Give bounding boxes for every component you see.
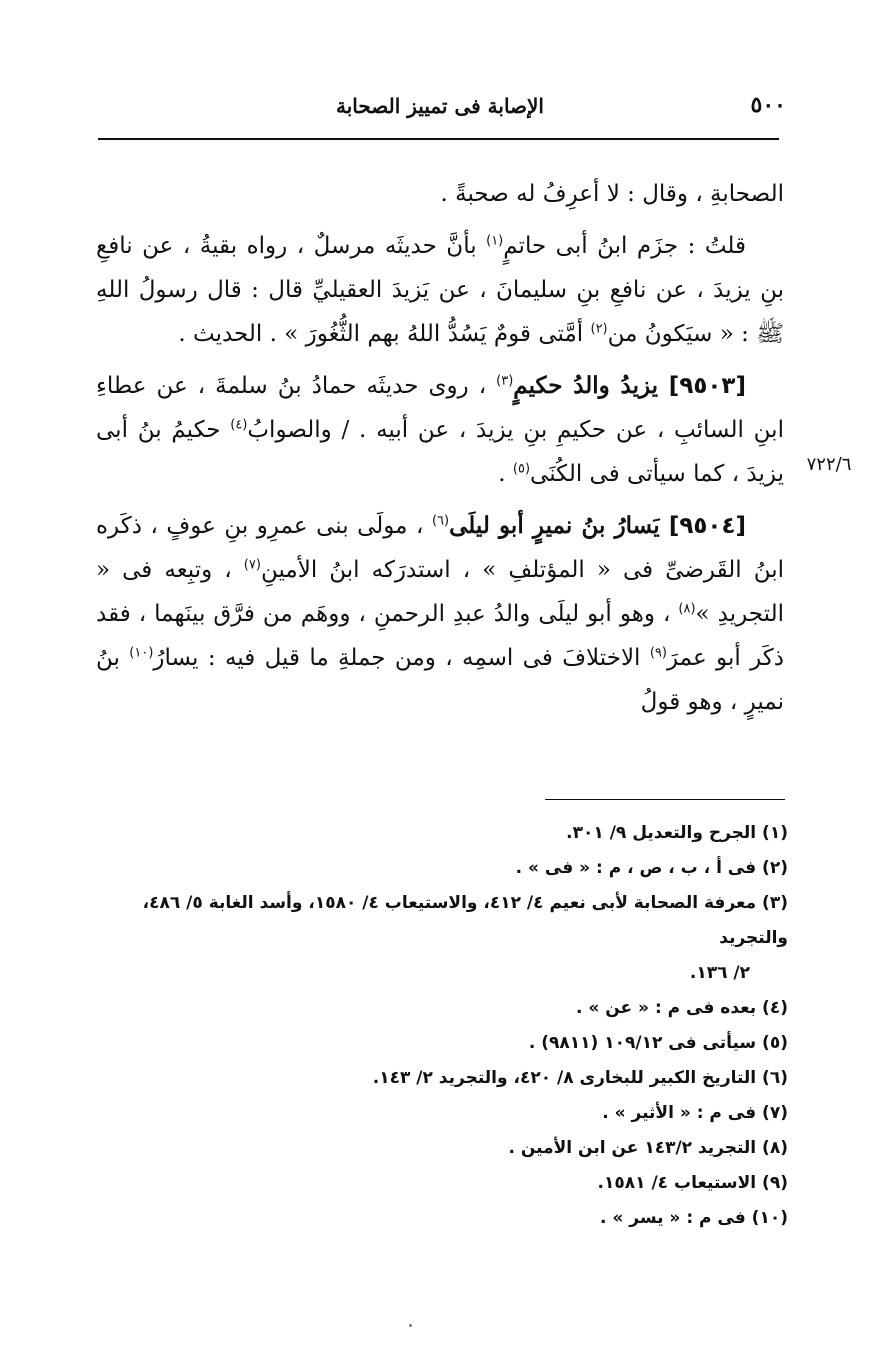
entry-name: يَسارُ بنُ نميرٍ أبو ليلَى: [449, 512, 669, 539]
footnote-ref: (١): [486, 233, 504, 249]
footnote-1: (١) الجرح والتعديل ٩/ ٣٠١.: [566, 823, 788, 843]
footnote-ref: (٥): [512, 461, 531, 477]
footnote-3: (٣) معرفة الصحابة لأبى نعيم ٤/ ٤١٢، والاستيعاب ٤/ ١٥٨٠، وأسد الغابة ٥/ ٤٨٦، والتجريد ٢/ ١٣٦.: [96, 886, 788, 991]
footnote-ref: (٢): [590, 321, 608, 337]
footnote-8: (٨) التجريد ١٤٣/٢ عن ابن الأمين .: [508, 1138, 788, 1158]
paragraph-commentary: قلتُ : جزَم ابنُ أبى حاتمٍ$^{(١)}$ بأنَّ حديثَه مرسلٌ ، رواه بقيةُ ، عن نافعِ بنِ يزيدَ ، عن نافعِ بنِ سليمانَ ، عن يَزيدَ العقيليِّ قال : قال رسولُ اللهِ ﷺ : « سيَكونُ من$^{(٢)}$ أمَّتى قومٌ يَسُدُّ اللهُ بهم الثُّغُورَ » . الحديث .: [96, 233, 784, 347]
footnote-7: (٧) فى م : « الأثير » .: [602, 1103, 788, 1123]
main-text: [96, 172, 784, 724]
footnote-rule: [545, 799, 785, 800]
footnote-2: (٢) فى أ ، ب ، ص ، م : « فى » .: [515, 858, 788, 878]
footnote-9: (٩) الاستيعاب ٤/ ١٥٨١.: [597, 1173, 788, 1193]
entry-number: [٩٥٠٤]: [668, 513, 747, 539]
footnote-ref: (٩): [649, 645, 667, 661]
header-rule: [98, 138, 779, 140]
entry-9503: [٩٥٠٣] يزيدُ والدُ حكيمٍ$^{(٣)}$ ، روى حديثَه حمادُ بنُ سلمةَ ، عن عطاءِ ابنِ السائبِ ، عن حكيمِ بنِ يزيدَ ، عن أبيه . / والصوابُ$^{(٤)}$ حكيمُ بنُ أبى يزيدَ ، كما سيأتى فى الكُنَى$^{(٥)}$ .: [96, 372, 784, 487]
footnote-ref: (١٠): [129, 645, 154, 661]
footnotes: [96, 816, 788, 1236]
footnote-4: (٤) بعده فى م : « عن » .: [575, 998, 788, 1018]
footnote-10: (١٠) فى م : « يسر » .: [599, 1208, 788, 1228]
footnote-ref: (٨): [678, 601, 696, 617]
page-number: ٥٠٠: [750, 92, 786, 118]
footnote-ref: (٦): [431, 513, 450, 529]
footnote-3-continuation: ٢/ ١٣٦.: [689, 963, 750, 983]
footnote-ref: (٣): [496, 373, 514, 389]
entry-number: [٩٥٠٣]: [668, 373, 746, 399]
running-title: الإصابة فى تمييز الصحابة: [336, 94, 544, 118]
footnote-ref: (٧): [243, 557, 261, 573]
entry-name: يزيدُ والدُ حكيمٍ: [513, 372, 669, 399]
entry-9504: [٩٥٠٤] يَسارُ بنُ نميرٍ أبو ليلَى$^{(٦)}$ ، مولَى بنى عمرِو بنِ عوفٍ ، ذكَره ابنُ القَرضىِّ فى « المؤتلفِ » ، استدرَكه ابنُ الأمينِ$^{(٧)}$ ، وتبِعه فى « التجريدِ »$^{(٨)}$ ، وهو أبو ليلَى والدُ عبدِ الرحمنِ ، ووهَم من فرَّق بينَهما ، فقد ذكَر أبو عمرَ$^{(٩)}$ الاختلافَ فى اسمِه ، ومن جملةِ ما قيل فيه : يسارُ$^{(١٠)}$ بنُ نميرٍ ، وهو قولُ: [96, 512, 785, 715]
footnote-ref: (٤): [230, 417, 248, 433]
footnote-6: (٦) التاريخ الكبير للبخارى ٨/ ٤٢٠، والتجريد ٢/ ١٤٣.: [372, 1068, 788, 1088]
scan-speck: [409, 1324, 412, 1327]
footnote-5: (٥) سيأتى فى ١٠٩/١٢ (٩٨١١) .: [528, 1033, 788, 1053]
paragraph-continuation: الصحابةِ ، وقال : لا أعرِفُ له صحبةً .: [440, 181, 784, 207]
margin-reference: ٧٢٢/٦: [806, 454, 852, 475]
